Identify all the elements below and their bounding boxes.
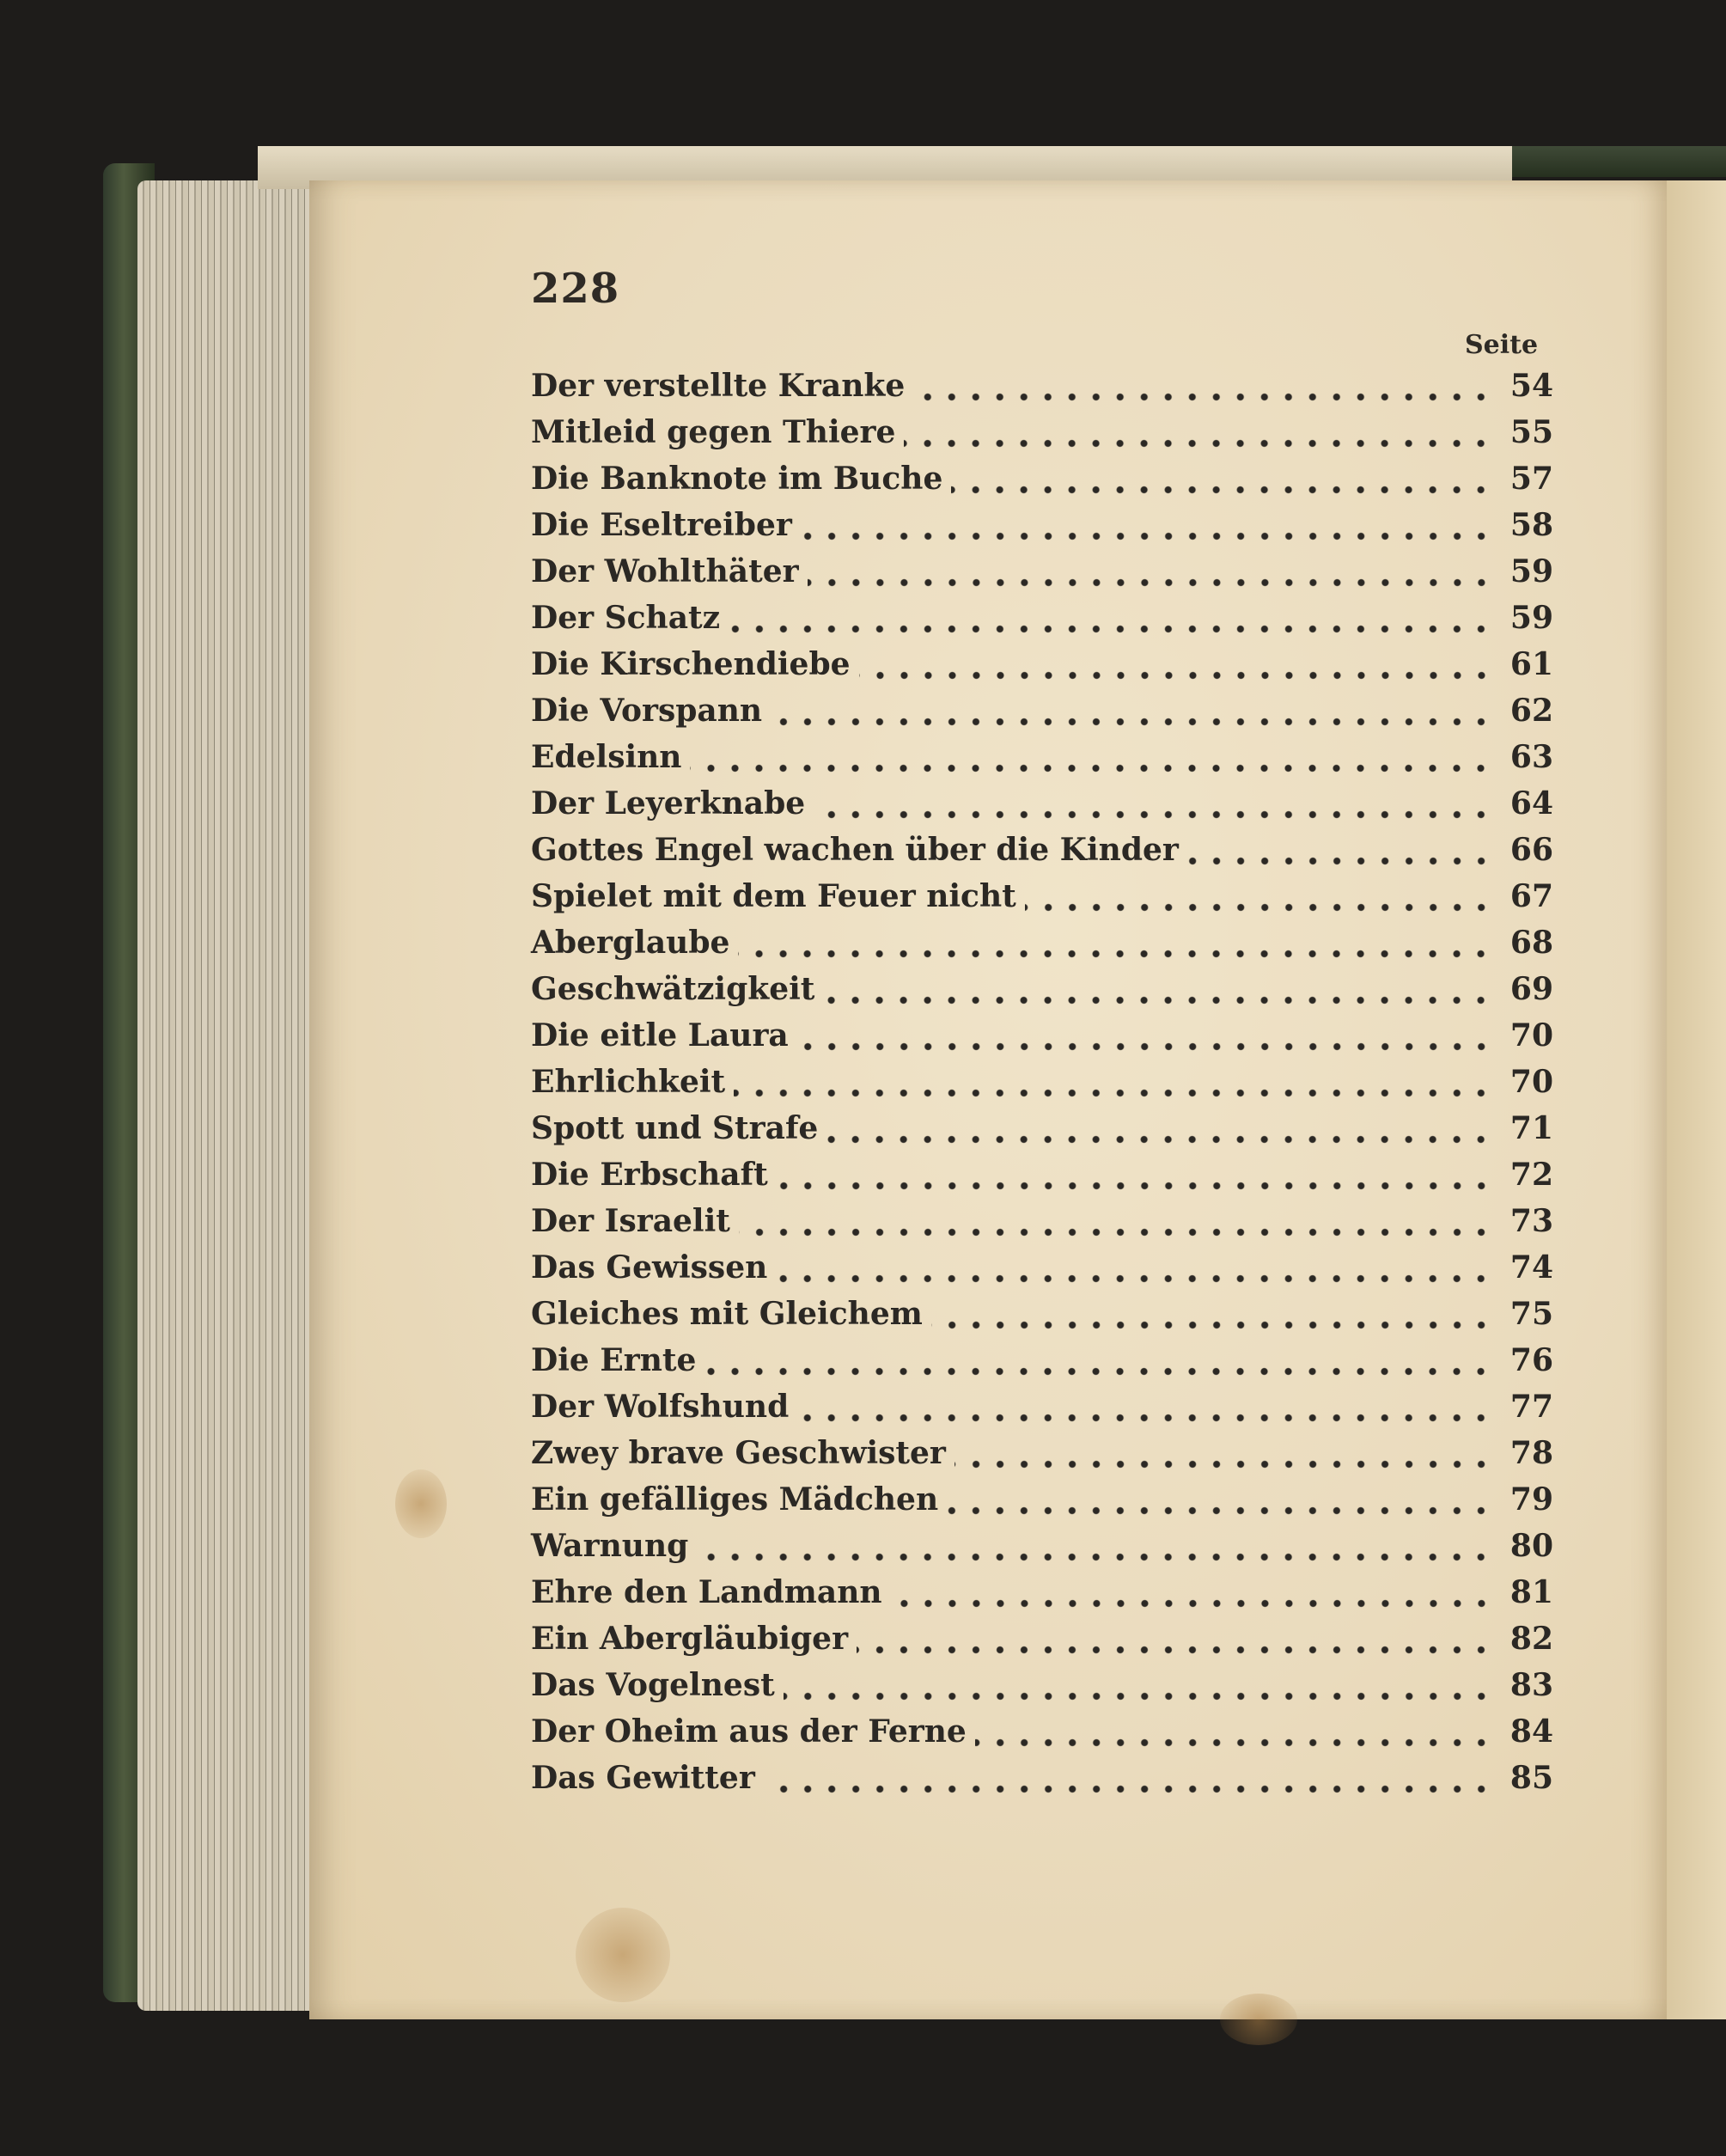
toc-entry-title: Die Banknote im Buche xyxy=(531,461,943,497)
dot-leader xyxy=(891,1599,1493,1608)
toc-entry-title: Ein gefälliges Mädchen xyxy=(531,1481,939,1518)
toc-entry xyxy=(531,785,1553,832)
toc-entry-page: 58 xyxy=(1509,507,1553,543)
toc-entry xyxy=(531,600,1553,646)
foxing-stain xyxy=(395,1469,447,1538)
dot-leader xyxy=(913,393,1493,401)
toc-entry-title: Die Ernte xyxy=(531,1342,697,1378)
toc-entry-page: 75 xyxy=(1509,1296,1553,1332)
toc-entry xyxy=(531,414,1553,461)
dot-leader xyxy=(734,1089,1493,1097)
foxing-stain xyxy=(1220,1994,1297,2045)
toc-entry-page: 74 xyxy=(1509,1249,1553,1286)
toc-entry-page: 57 xyxy=(1509,461,1553,497)
toc-entry xyxy=(531,1481,1553,1528)
toc-entry xyxy=(531,739,1553,785)
dot-leader xyxy=(776,1274,1493,1283)
toc-entry-page: 63 xyxy=(1509,739,1553,775)
dot-leader xyxy=(777,1182,1493,1190)
toc-entry xyxy=(531,1621,1553,1667)
page-number: 228 xyxy=(531,265,620,313)
dot-leader xyxy=(954,1460,1493,1469)
toc-entry-page: 83 xyxy=(1509,1667,1553,1703)
dot-leader xyxy=(823,996,1493,1005)
toc-entry-title: Ehrlichkeit xyxy=(531,1064,726,1100)
dot-leader xyxy=(904,439,1493,448)
toc-entry xyxy=(531,1713,1553,1760)
toc-entry-page: 85 xyxy=(1509,1760,1553,1796)
toc-entry xyxy=(531,1760,1553,1806)
toc-entry-page: 77 xyxy=(1509,1389,1553,1425)
dot-leader xyxy=(764,1785,1493,1793)
toc-entry-page: 62 xyxy=(1509,693,1553,729)
dot-leader xyxy=(771,718,1493,726)
toc-entry-page: 84 xyxy=(1509,1713,1553,1750)
toc-entry-page: 59 xyxy=(1509,600,1553,636)
toc-entry-title: Spott und Strafe xyxy=(531,1110,819,1146)
toc-entry xyxy=(531,1296,1553,1342)
toc-entry xyxy=(531,878,1553,925)
toc-entry-title: Der Israelit xyxy=(531,1203,730,1239)
toc-entry xyxy=(531,1017,1553,1064)
dot-leader xyxy=(1187,857,1493,865)
toc-entry-title: Der Leyerknabe xyxy=(531,785,806,821)
toc-entry-page: 71 xyxy=(1509,1110,1553,1146)
toc-entry-page: 72 xyxy=(1509,1157,1553,1193)
toc-entry-page: 54 xyxy=(1509,368,1553,404)
foxing-stain xyxy=(576,1908,670,2002)
toc-entry-title: Warnung xyxy=(531,1528,689,1564)
toc-entry xyxy=(531,1203,1553,1249)
dot-leader xyxy=(975,1738,1493,1747)
toc-entry xyxy=(531,1157,1553,1203)
toc-entry-page: 81 xyxy=(1509,1574,1553,1610)
toc-entry-page: 70 xyxy=(1509,1017,1553,1054)
toc-entry-page: 59 xyxy=(1509,553,1553,589)
toc-entry xyxy=(531,971,1553,1017)
toc-entry-title: Die Vorspann xyxy=(531,693,763,729)
toc-entry-title: Die eitle Laura xyxy=(531,1017,789,1054)
toc-entry-page: 78 xyxy=(1509,1435,1553,1471)
dot-leader xyxy=(690,764,1493,773)
toc-entry-page: 79 xyxy=(1509,1481,1553,1518)
toc-entry-title: Ehre den Landmann xyxy=(531,1574,882,1610)
toc-entry-page: 64 xyxy=(1509,785,1553,821)
toc-entry xyxy=(531,1667,1553,1713)
toc-entry xyxy=(531,461,1553,507)
toc-entry-page: 68 xyxy=(1509,925,1553,961)
toc-entry-title: Gleiches mit Gleichem xyxy=(531,1296,923,1332)
toc-entry xyxy=(531,1249,1553,1296)
toc-entry-page: 82 xyxy=(1509,1621,1553,1657)
toc-entry-title: Das Gewissen xyxy=(531,1249,768,1286)
toc-entry xyxy=(531,507,1553,553)
right-page-edge xyxy=(1667,180,1726,2019)
toc-entry-page: 66 xyxy=(1509,832,1553,868)
toc-entry-title: Spielet mit dem Feuer nicht xyxy=(531,878,1016,914)
toc-entry xyxy=(531,1435,1553,1481)
dot-leader xyxy=(947,1506,1493,1515)
page-column-header: Seite xyxy=(1465,330,1539,360)
toc-entry xyxy=(531,925,1553,971)
toc-entry-title: Edelsinn xyxy=(531,739,682,775)
dot-leader xyxy=(808,578,1493,587)
toc-entry-title: Der Schatz xyxy=(531,600,721,636)
toc-entry xyxy=(531,368,1553,414)
toc-entry-title: Der verstellte Kranke xyxy=(531,368,906,404)
dot-leader xyxy=(857,1646,1493,1654)
toc-entry xyxy=(531,553,1553,600)
toc-entry xyxy=(531,1389,1553,1435)
dot-leader xyxy=(859,671,1493,680)
toc-entry xyxy=(531,1528,1553,1574)
toc-entry-title: Die Kirschendiebe xyxy=(531,646,851,682)
toc-entry-page: 55 xyxy=(1509,414,1553,450)
dot-leader xyxy=(801,532,1493,541)
dot-leader xyxy=(784,1692,1493,1701)
dot-leader xyxy=(1025,903,1493,912)
dot-leader xyxy=(826,1135,1493,1144)
toc-entry-page: 70 xyxy=(1509,1064,1553,1100)
toc-entry xyxy=(531,693,1553,739)
toc-entry xyxy=(531,1110,1553,1157)
toc-entry-title: Zwey brave Geschwister xyxy=(531,1435,946,1471)
toc-entry-page: 61 xyxy=(1509,646,1553,682)
toc-entry-page: 73 xyxy=(1509,1203,1553,1239)
dot-leader xyxy=(797,1042,1493,1051)
toc-entry-title: Aberglaube xyxy=(531,925,730,961)
toc-entry-title: Das Gewitter xyxy=(531,1760,755,1796)
toc-entry-page: 76 xyxy=(1509,1342,1553,1378)
dot-leader xyxy=(729,625,1493,633)
toc-entry-title: Die Erbschaft xyxy=(531,1157,768,1193)
page-edges xyxy=(137,180,309,2011)
toc-entry xyxy=(531,1064,1553,1110)
dot-leader xyxy=(739,1228,1493,1237)
toc-entry-title: Die Eseltreiber xyxy=(531,507,792,543)
toc-entry-title: Der Wolfshund xyxy=(531,1389,790,1425)
dot-leader xyxy=(704,1367,1493,1376)
dot-leader xyxy=(814,810,1493,819)
toc-entry-page: 67 xyxy=(1509,878,1553,914)
toc-entry-title: Ein Abergläubiger xyxy=(531,1621,849,1657)
table-of-contents xyxy=(531,368,1553,1806)
dot-leader xyxy=(797,1414,1493,1422)
toc-entry-title: Mitleid gegen Thiere xyxy=(531,414,896,450)
dot-leader xyxy=(697,1553,1493,1561)
toc-entry-page: 69 xyxy=(1509,971,1553,1007)
toc-entry xyxy=(531,1574,1553,1621)
dot-leader xyxy=(951,486,1493,494)
toc-entry-title: Der Wohlthäter xyxy=(531,553,799,589)
dot-leader xyxy=(931,1321,1493,1329)
toc-entry-title: Der Oheim aus der Ferne xyxy=(531,1713,967,1750)
toc-entry-title: Das Vogelnest xyxy=(531,1667,775,1703)
toc-entry xyxy=(531,1342,1553,1389)
toc-entry-page: 80 xyxy=(1509,1528,1553,1564)
toc-entry xyxy=(531,646,1553,693)
toc-entry-title: Gottes Engel wachen über die Kinder xyxy=(531,832,1179,868)
dot-leader xyxy=(738,950,1493,958)
toc-entry-title: Geschwätzigkeit xyxy=(531,971,815,1007)
toc-entry xyxy=(531,832,1553,878)
